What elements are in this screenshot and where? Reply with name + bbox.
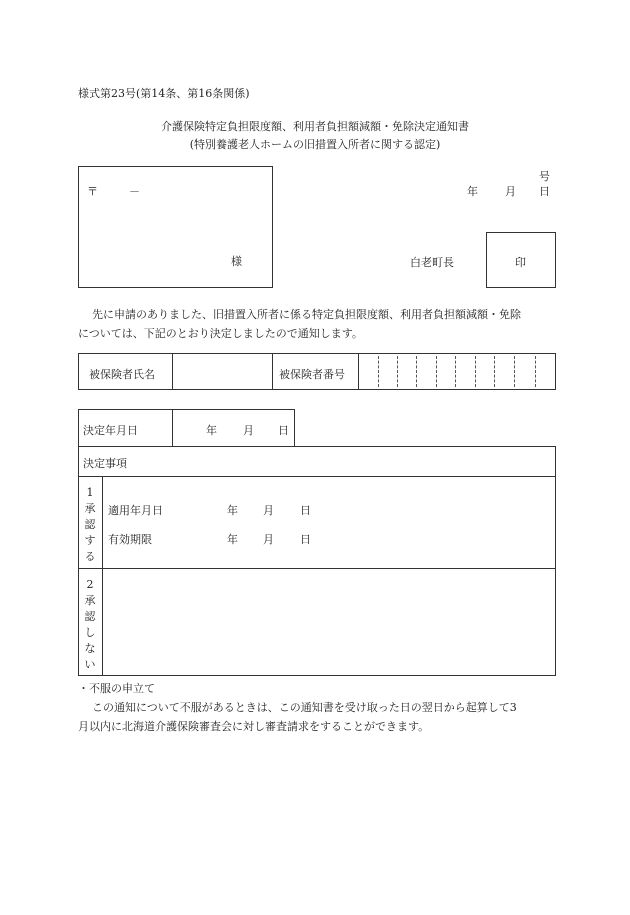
insured-number-label: 被保険者番号: [279, 368, 345, 381]
not-approve-label: 2 承 認 し な い: [84, 578, 96, 671]
decision-items-table: [78, 446, 556, 676]
insured-name-label: 被保険者氏名: [89, 368, 155, 381]
approve-label: 1 承 認 す る: [84, 486, 96, 563]
insured-name-field[interactable]: [173, 354, 272, 389]
not-approve-number: 2: [86, 578, 94, 591]
approve-number: 1: [86, 486, 94, 499]
objection-heading: ・不服の申立て: [78, 682, 155, 695]
valid-until-year: 年: [227, 533, 238, 546]
issuer-name: 白老町長: [410, 256, 454, 269]
doc-date-day: 日: [539, 185, 550, 198]
insured-table: [78, 353, 556, 390]
body-text-line2: については、下記のとおり決定しましたので通知します。: [78, 327, 363, 340]
valid-until-label: 有効期限: [108, 533, 152, 546]
objection-line2: 月以内に北海道介護保険審査会に対し審査請求をすることができます。: [78, 720, 430, 733]
insured-number-field[interactable]: [359, 354, 556, 389]
decision-date-month: 月: [243, 424, 254, 437]
decision-date-label: 決定年月日: [83, 424, 138, 437]
seal-mark: 印: [515, 256, 526, 269]
valid-until-month: 月: [263, 533, 274, 546]
decision-date-day: 日: [278, 424, 289, 437]
address-box: [78, 166, 273, 288]
postal-mark: 〒: [87, 185, 98, 198]
doc-date-month: 月: [505, 185, 516, 198]
apply-date-month: 月: [263, 504, 274, 517]
decision-items-label: 決定事項: [83, 457, 127, 470]
apply-date-year: 年: [227, 504, 238, 517]
decision-date-box: [78, 409, 295, 447]
body-text-line1: 先に申請のありました、旧措置入所者に係る特定負担限度額、利用者負担額減額・免除: [92, 308, 521, 321]
objection-line1: この通知について不服があるときは、この通知書を受け取った日の翌日から起算して3: [92, 701, 517, 714]
postal-dash: －: [129, 185, 140, 198]
form-number: 様式第23号(第14条、第16条関係): [78, 87, 250, 100]
honorific: 様: [231, 255, 242, 268]
document-title: 介護保険特定負担限度額、利用者負担額減額・免除決定通知書: [161, 120, 469, 133]
not-approve-reason-field[interactable]: [104, 570, 554, 674]
doc-date-year: 年: [467, 185, 478, 198]
apply-date-day: 日: [300, 504, 311, 517]
apply-date-label: 適用年月日: [108, 504, 163, 517]
decision-date-year: 年: [206, 424, 217, 437]
document-subtitle: (特別養護老人ホームの旧措置入所者に関する認定): [189, 138, 441, 151]
valid-until-day: 日: [300, 533, 311, 546]
doc-number-go: 号: [539, 170, 550, 183]
seal-box: [486, 232, 556, 288]
